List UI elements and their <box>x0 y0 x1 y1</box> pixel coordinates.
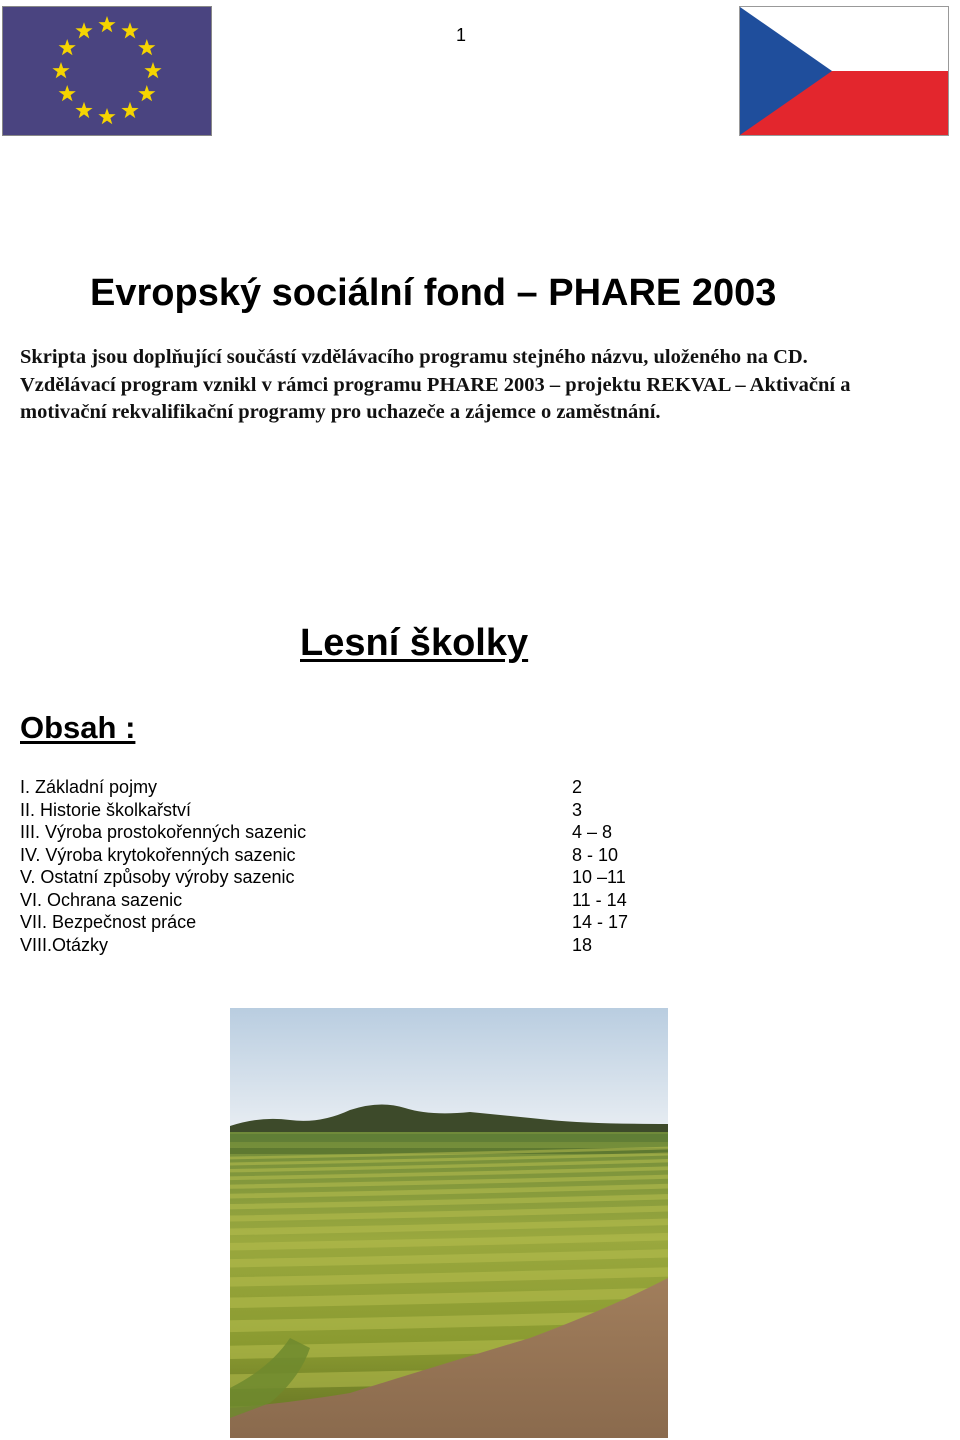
eu-star-icon <box>75 22 92 38</box>
toc-item <box>20 776 660 799</box>
toc-item-pages: 10 –11 <box>572 867 626 887</box>
eu-star-icon <box>98 16 115 32</box>
toc-item-label: IV. Výroba krytokořenných sazenic <box>20 844 296 865</box>
toc-heading: Obsah : <box>20 710 136 745</box>
eu-star-icon <box>98 108 115 124</box>
toc-item-label: VII. Bezpečnost práce <box>20 912 197 932</box>
toc-item-label: III. Výroba prostokořenných sazenic <box>20 822 307 842</box>
toc-item-label: VIII.Otázky <box>20 934 109 955</box>
page-number: 1 <box>456 25 467 45</box>
toc-item <box>20 821 660 844</box>
eu-star-icon <box>75 102 92 118</box>
forest-nursery-photo <box>230 1008 668 1438</box>
toc-item-pages: 3 <box>572 799 583 820</box>
toc-item-pages: 4 – 8 <box>572 822 613 842</box>
toc-item <box>20 844 660 867</box>
toc-item-pages: 18 <box>572 934 593 955</box>
main-title: Evropský sociální fond – PHARE 2003 <box>90 272 777 314</box>
eu-star-icon <box>144 62 161 78</box>
eu-flag-icon <box>2 6 212 136</box>
toc-item-label: II. Historie školkařství <box>20 799 192 820</box>
table-of-contents <box>20 776 660 956</box>
eu-star-icon <box>52 62 69 78</box>
toc-item-pages: 8 - 10 <box>572 844 619 865</box>
toc-item <box>20 866 660 889</box>
toc-item <box>20 889 660 912</box>
toc-item-label: VI. Ochrana sazenic <box>20 889 183 910</box>
toc-item-pages: 2 <box>572 777 583 797</box>
eu-star-icon <box>59 85 76 101</box>
toc-item <box>20 934 660 957</box>
toc-item <box>20 799 660 822</box>
eu-star-icon <box>59 39 76 55</box>
document-title: Lesní školky <box>300 622 529 664</box>
czech-flag-icon <box>739 6 949 136</box>
toc-item-pages: 14 - 17 <box>572 912 629 932</box>
eu-star-icon <box>121 102 138 118</box>
toc-item-pages: 11 - 14 <box>572 889 627 910</box>
toc-item-label: I. Základní pojmy <box>20 777 158 797</box>
eu-star-icon <box>138 85 155 101</box>
eu-star-icon <box>138 39 155 55</box>
eu-star-icon <box>121 22 138 38</box>
toc-item <box>20 911 660 934</box>
toc-item-label: V. Ostatní způsoby výroby sazenic <box>20 867 295 887</box>
intro-paragraph: Skripta jsou doplňující součástí vzdělávacího programu stejného názvu, uloženého na CD. Vzdělávací program vznikl v rámci programu PHARE 2003 – projektu REKVAL – Aktivační a motivační rekvalifikační programy pro uchazeče a zájemce o zaměstnání. <box>20 346 851 423</box>
